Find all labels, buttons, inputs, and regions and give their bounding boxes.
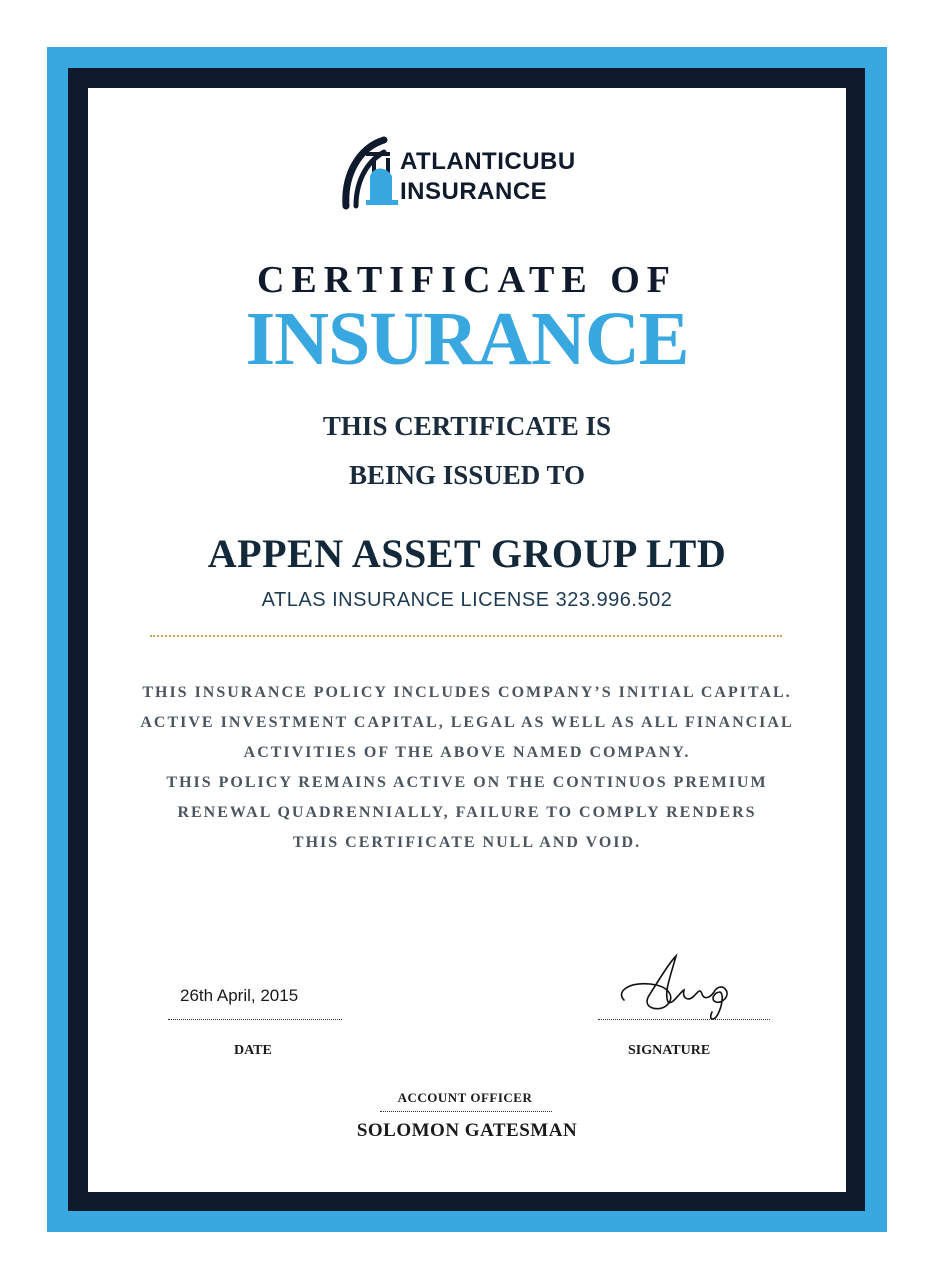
policy-line-2: ACTIVE INVESTMENT CAPITAL, LEGAL AS WELL AS ALL FINANCIAL	[140, 714, 794, 731]
account-officer-label: ACCOUNT OFFICER	[397, 1090, 533, 1105]
issue-date: 26th April, 2015	[180, 986, 299, 1005]
gold-divider	[150, 635, 782, 637]
signature-label: SIGNATURE	[628, 1043, 711, 1058]
policy-line-5: RENEWAL QUADRENNIALLY, FAILURE TO COMPLY RENDERS	[177, 804, 757, 821]
issued-line-1: THIS CERTIFICATE IS	[322, 411, 612, 441]
insurance-title: INSURANCE	[245, 297, 689, 381]
policy-line-6: THIS CERTIFICATE NULL AND VOID.	[292, 834, 642, 851]
policy-line-4: THIS POLICY REMAINS ACTIVE ON THE CONTINUOS PREMIUM	[166, 774, 768, 791]
account-officer-name: SOLOMON GATESMAN	[356, 1120, 578, 1141]
policy-line-3: ACTIVITIES OF THE ABOVE NAMED COMPANY.	[243, 744, 691, 761]
officer-line	[380, 1111, 552, 1112]
issued-line-2: BEING ISSUED TO	[348, 460, 586, 490]
logo-line-2: INSURANCE	[400, 178, 548, 205]
signature-icon	[610, 948, 750, 1028]
company-logo	[340, 136, 610, 212]
signature-line	[598, 1019, 770, 1020]
date-label: DATE	[234, 1043, 272, 1058]
arch-building-icon	[340, 136, 402, 212]
logo-line-1: ATLANTICUBU	[400, 148, 576, 175]
license-number: ATLAS INSURANCE LICENSE 323.996.502	[261, 589, 673, 611]
date-line	[168, 1019, 342, 1020]
certificate-of-heading: CERTIFICATE OF	[256, 259, 678, 301]
policy-line-1: THIS INSURANCE POLICY INCLUDES COMPANY’S INITIAL CAPITAL.	[142, 684, 792, 701]
recipient-name: APPEN ASSET GROUP LTD	[207, 531, 727, 576]
